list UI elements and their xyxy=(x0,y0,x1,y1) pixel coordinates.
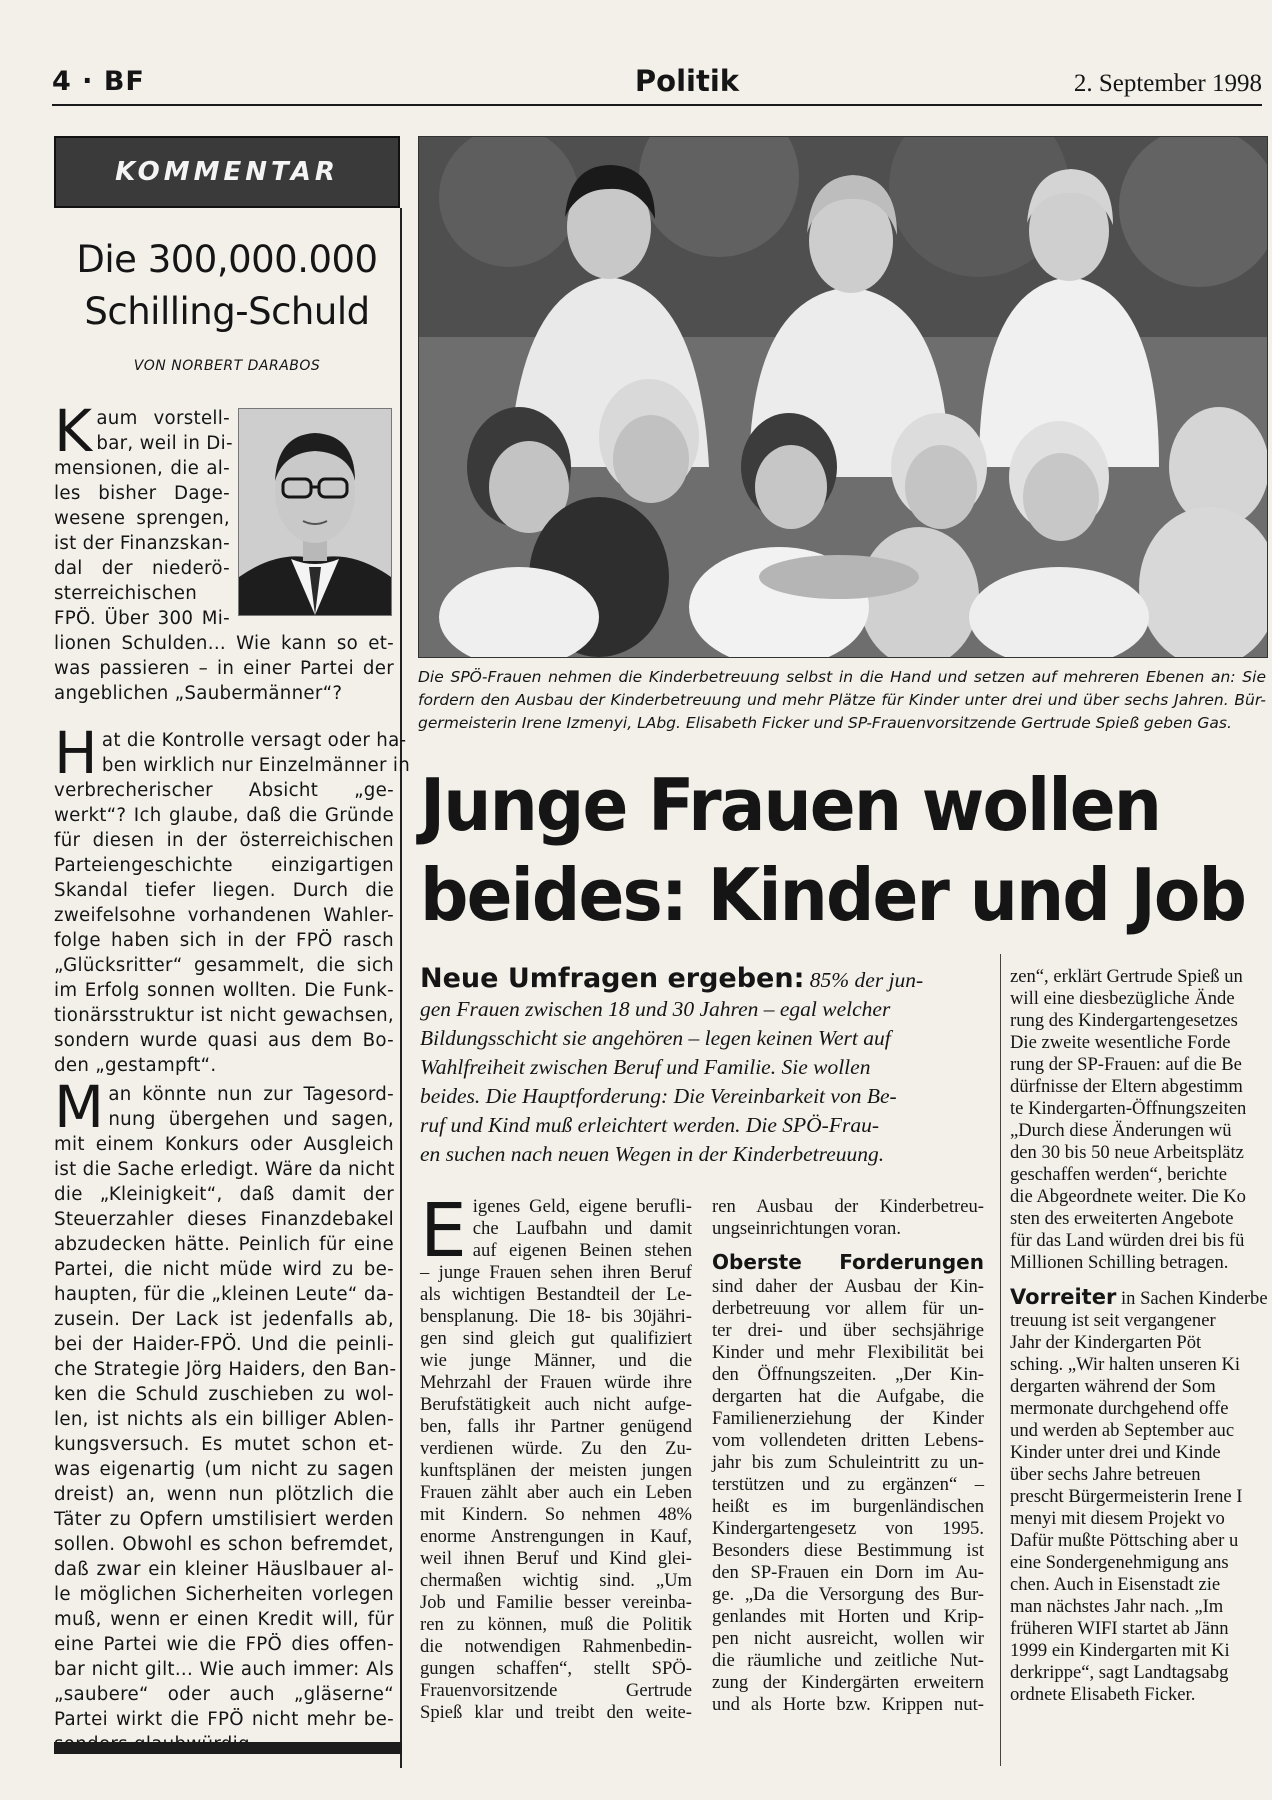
dropcap: K xyxy=(54,397,93,465)
text-line: Berufstätigkeit auch nicht aufge- xyxy=(420,1394,692,1415)
subheading: Oberste Forderungen xyxy=(712,1250,984,1274)
group-photo xyxy=(418,136,1268,658)
text-line: was passieren – in einer Partei der xyxy=(54,658,394,679)
article-column-3 xyxy=(1010,966,1268,1706)
text-line: lionen Schulden... Wie kann so et- xyxy=(54,633,394,654)
text-line: an könnte nun zur Tagesord- xyxy=(108,1084,394,1105)
text-line: sten des erweiterten Angebote xyxy=(1010,1208,1234,1229)
kommentar-byline: VON NORBERT DARABOS xyxy=(133,358,321,374)
text-line: derkrippe“, sagt Landtagsabg xyxy=(1010,1662,1229,1683)
text-line: den SP-Frauen ein Dorn im Au- xyxy=(712,1562,984,1583)
paragraph-kicker: Vorreiter xyxy=(1010,1285,1117,1309)
headline-line: Junge Frauen wollen xyxy=(420,763,1161,847)
text-line: dergarten hat die Aufgabe, die xyxy=(712,1386,984,1407)
text-line: eine Sondergenehmigung ans xyxy=(1010,1552,1229,1573)
text-line: im Erfolg sonnen wollten. Die Funk- xyxy=(54,980,394,1001)
text-line: igenes Geld, eigene berufli- xyxy=(472,1196,692,1217)
text-line: Dafür mußte Pöttsching aber u xyxy=(1010,1530,1239,1551)
article-column-2 xyxy=(712,1196,984,1716)
text-line: menyi mit diesem Projekt vo xyxy=(1010,1508,1225,1529)
text-line: heißt es im burgenländischen xyxy=(712,1496,984,1517)
text-line: Frauen zählt aber auch ein Leben xyxy=(420,1482,692,1503)
text-line: muß, wenn er einen Kredit will, für xyxy=(54,1609,394,1630)
text-line: 1999 ein Kindergarten mit Ki xyxy=(1010,1640,1230,1661)
caption-line: fordern den Ausbau der Kinderbetreuung und mehr Plätze für Kinder unter drei und über sechs Jahren. Bür- xyxy=(418,691,1266,709)
dropcap: H xyxy=(54,719,98,787)
lead-line: ruf und Kind muß erleichtert werden. Die SPÖ-Frau- xyxy=(420,1113,879,1137)
header-rule xyxy=(52,104,1262,106)
text-line: den „gestampft“. xyxy=(54,1055,217,1076)
text-line: vom vollendeten dritten Lebens- xyxy=(712,1430,984,1451)
text-line: sollen. Obwohl es schon befremdet, xyxy=(54,1534,394,1555)
dropcap: E xyxy=(420,1188,467,1274)
text-line: die „Kleinigkeit“, daß damit der xyxy=(54,1184,394,1205)
text-line: derbetreuung vor allem für un- xyxy=(712,1298,984,1319)
text-line: will eine diesbezügliche Ände xyxy=(1010,988,1235,1009)
article-column-1 xyxy=(420,1188,692,1724)
text-line: Millionen Schilling betragen. xyxy=(1010,1252,1229,1273)
text-line: auf eigenen Beinen stehen xyxy=(472,1240,692,1261)
text-line: dreist) an, wenn nun plötzlich die xyxy=(54,1484,394,1505)
column-divider xyxy=(1000,954,1001,1766)
caption-line: germeisterin Irene Izmenyi, LAbg. Elisabeth Ficker und SP-Frauenvorsitzende Gertrude Spieß geben Gas. xyxy=(418,714,1232,732)
text-line: sching. „Wir halten unseren Ki xyxy=(1010,1354,1241,1375)
text-line: kungsversuch. Es mutet schon et- xyxy=(54,1434,394,1455)
text-line: bei der Haider-FPÖ. Und die peinli- xyxy=(54,1334,394,1355)
text-line: Die zweite wesentliche Forde xyxy=(1010,1032,1231,1053)
text-line: ren Ausbau der Kinderbetreu- xyxy=(712,1196,984,1217)
text-line: che Laufbahn und damit xyxy=(472,1218,692,1239)
text-line: mermonate durchgehend offe xyxy=(1010,1398,1229,1419)
text-line: ben wirklich nur Einzelmänner in xyxy=(101,755,411,776)
text-line: dergarten während der Som xyxy=(1010,1376,1216,1397)
section-title: Politik xyxy=(634,64,740,98)
text-line: zusein. Der Lack ist jedenfalls ab, xyxy=(54,1309,394,1330)
text-line: tionärsstruktur ist nicht gewachsen, xyxy=(54,1005,394,1026)
text-line: les bisher Dage- xyxy=(54,483,230,504)
text-line: verbrecherischer Absicht „ge- xyxy=(54,780,394,801)
page-number: 4 · BF xyxy=(52,66,145,97)
text-line: FPÖ. Über 300 Mi- xyxy=(54,608,230,629)
text-line: ben, falls ihr Partner genügend xyxy=(420,1416,692,1437)
text-line: für diesen in der österreichischen xyxy=(54,830,394,851)
text-line: verdienen würde. Zu den Zu- xyxy=(420,1438,692,1459)
text-line: dal der niederö- xyxy=(54,558,230,579)
text-line: Frauenvorsitzende Gertrude xyxy=(420,1680,692,1701)
text-line: den 30 bis 50 neue Arbeitsplätz xyxy=(1010,1142,1244,1163)
text-line: zen“, erklärt Gertrude Spieß un xyxy=(1010,966,1243,987)
text-line: Jahr der Kindergarten Pöt xyxy=(1010,1332,1202,1353)
text-line: kunftsplänen der meisten jungen xyxy=(420,1460,692,1481)
text-line: mensionen, die al- xyxy=(54,458,230,479)
article-lead xyxy=(420,964,980,1169)
text-line: mit Kindern. So nehmen 48% xyxy=(420,1504,692,1525)
text-line: mit einem Konkurs oder Ausgleich xyxy=(54,1134,394,1155)
text-line: len, ist nichts als ein billiger Ablen- xyxy=(54,1409,394,1430)
text-line: man nächstes Jahr nach. „Im xyxy=(1010,1596,1224,1617)
text-line: treuung ist seit vergangener xyxy=(1010,1310,1216,1331)
kommentar-title xyxy=(54,234,400,338)
text-line: chen. Auch in Eisenstadt zie xyxy=(1010,1574,1221,1595)
text-line: haupten, für die „kleinen Leute“ da- xyxy=(54,1284,394,1305)
author-portrait xyxy=(238,408,392,616)
text-line: „Glücksritter“ gesammelt, die sich xyxy=(54,955,394,976)
text-line: prescht Bürgermeisterin Irene I xyxy=(1010,1486,1243,1507)
lead-line: Bildungsschicht sie angehören – legen keinen Wert auf xyxy=(420,1026,891,1050)
text-line: angeblichen „Saubermänner“? xyxy=(54,683,343,704)
text-line: rung des Kindergartengesetzes xyxy=(1010,1010,1238,1031)
text-line: bar nicht gilt... Wie auch immer: Als xyxy=(54,1659,394,1680)
text-line: ist die Sache erledigt. Wäre da nicht xyxy=(54,1159,395,1180)
text-line: bensplanung. Die 18- bis 30jähri- xyxy=(420,1306,692,1327)
text-line: werkt“? Ich glaube, daß die Gründe xyxy=(54,805,394,826)
text-line: weil ihnen Beruf und Kind glei- xyxy=(420,1548,692,1569)
text-line: Skandal tiefer liegen. Durch die xyxy=(54,880,394,901)
lead-line: Wahlfreiheit zwischen Beruf und Familie. Sie wollen xyxy=(420,1055,871,1079)
issue-date: 2. September 1998 xyxy=(1073,70,1262,97)
headline-line: beides: Kinder und Job xyxy=(420,853,1246,937)
text-line: chermaßen wichtig sind. „Um xyxy=(420,1570,692,1591)
lead-kicker: Neue Umfragen ergeben: xyxy=(420,963,805,994)
text-line: Steuerzahler dieses Finanzdebakel xyxy=(54,1209,394,1230)
text-line: rung der SP-Frauen: auf die Be xyxy=(1010,1054,1242,1075)
page-header xyxy=(52,60,1262,106)
lead-line: en suchen nach neuen Wegen in der Kinderbetreuung. xyxy=(420,1142,885,1166)
text-fragment: in Sachen Kinderbe xyxy=(1116,1288,1268,1309)
text-line: genlandes mit Horten und Krip- xyxy=(712,1606,984,1627)
text-line: ordnete Elisabeth Ficker. xyxy=(1010,1684,1196,1705)
text-line: über sechs Jahre betreuen xyxy=(1010,1464,1201,1485)
kommentar-paragraph-2 xyxy=(54,719,411,1078)
text-line: „Durch diese Änderungen wü xyxy=(1010,1120,1232,1141)
photo-image xyxy=(419,137,1267,657)
text-line: Kindergartengesetz von 1995. xyxy=(712,1518,984,1539)
column-end-bar xyxy=(54,1742,402,1754)
text-line: Job und Familie besser vereinba- xyxy=(420,1592,692,1613)
text-line: „saubere“ oder auch „gläserne“ xyxy=(54,1684,394,1705)
text-line: Familienerziehung der Kinder xyxy=(712,1408,984,1429)
text-line: te Kindergarten-Öffnungszeiten xyxy=(1010,1098,1247,1119)
text-line: le möglichen Sicherheiten vorlegen xyxy=(54,1584,394,1605)
text-line: dürfnisse der Eltern abgestimm xyxy=(1010,1076,1243,1097)
text-line: geschaffen werden“, berichte xyxy=(1010,1164,1227,1185)
text-line: wie junge Männer, und die xyxy=(420,1350,692,1371)
text-line: che Strategie Jörg Haiders, den Ban- xyxy=(54,1359,397,1380)
text-line: Täter zu Opfern umstilisiert werden xyxy=(54,1509,394,1530)
lead-line: beides. Die Hauptforderung: Die Vereinbarkeit von Be- xyxy=(420,1084,897,1108)
photo-caption xyxy=(418,666,1266,735)
text-line: gungen schaffen“, stellt SPÖ- xyxy=(420,1658,692,1679)
text-line: ren zu können, muß die Politik xyxy=(420,1614,692,1635)
text-line: ge. „Da die Versorgung des Bur- xyxy=(712,1584,984,1605)
text-line: Partei wirkt die FPÖ nicht mehr be- xyxy=(54,1709,394,1730)
text-line: gen sind gleich gut qualifiziert xyxy=(420,1328,692,1349)
column-divider xyxy=(400,208,402,1768)
text-line: pen nicht ausreicht, wollen wir xyxy=(712,1628,984,1649)
kommentar-title-line: Schilling-Schuld xyxy=(84,290,370,333)
text-line: zung der Kindergärten erweitern xyxy=(712,1672,984,1693)
text-line: ter drei- und über sechsjährige xyxy=(712,1320,984,1341)
text-line: Kinder und mehr Flexibilität bei xyxy=(712,1342,984,1363)
kommentar-paragraph-1a xyxy=(54,397,233,631)
text-line: Besonders diese Bestimmung ist xyxy=(712,1540,984,1561)
text-line: abzudecken hätte. Peinlich für eine xyxy=(54,1234,394,1255)
text-line: die räumliche und zeitliche Nut- xyxy=(712,1650,984,1671)
text-line: Parteiengeschichte einzigartigen xyxy=(54,855,394,876)
caption-line: Die SPÖ-Frauen nehmen die Kinderbetreuung selbst in die Hand und setzen auf mehreren Ebenen an: Sie xyxy=(418,668,1266,686)
kommentar-paragraph-1b xyxy=(54,631,394,706)
lead-line-first xyxy=(420,964,980,995)
text-line: zweifelsohne vorhandenen Wahler- xyxy=(54,905,394,926)
text-line: und werden ab September auc xyxy=(1010,1420,1235,1441)
text-line: für das Land würden drei bis fü xyxy=(1010,1230,1245,1251)
text-line: als wichtigen Bestandteil der Le- xyxy=(420,1284,692,1305)
lead-line: gen Frauen zwischen 18 und 30 Jahren – egal welcher xyxy=(420,997,891,1021)
text-line: Kinder unter drei und Kinde xyxy=(1010,1442,1221,1463)
text-line: sterreichischen xyxy=(54,583,198,604)
text-line: Mehrzahl der Frauen würde ihre xyxy=(420,1372,692,1393)
text-line: ken die Schuld zuschieben zu wol- xyxy=(54,1384,394,1405)
text-line: früheren WIFI startet ab Jänn xyxy=(1010,1618,1229,1639)
kommentar-title-line: Die 300,000.000 xyxy=(76,238,378,281)
text-line: jahr bis zum Schuleintritt zu un- xyxy=(712,1452,984,1473)
text-line: ist der Finanzskan- xyxy=(54,533,230,554)
text-line: die notwendigen Rahmenbedin- xyxy=(420,1636,692,1657)
kommentar-label: KOMMENTAR xyxy=(115,157,339,187)
text-line: Spieß klar und treibt den weite- xyxy=(420,1702,692,1723)
text-line: folge haben sich in der FPÖ rasch xyxy=(54,930,394,951)
article-headline xyxy=(420,760,1246,940)
text-line: die Abgeordnete weiter. Die Ko xyxy=(1010,1186,1246,1207)
kommentar-label-box xyxy=(54,136,400,208)
text-line: terstützen und zu ergänzen“ – xyxy=(712,1474,984,1495)
text-line: nung übergehen und sagen, xyxy=(108,1109,394,1130)
dropcap: M xyxy=(54,1073,105,1141)
text-line: eine Partei wie die FPÖ dies offen- xyxy=(54,1634,394,1655)
text-line: bar, weil in Di- xyxy=(96,433,233,454)
text-line: – junge Frauen sehen ihren Beruf xyxy=(420,1262,692,1283)
portrait-image xyxy=(239,409,391,615)
text-line: aum vorstell- xyxy=(96,408,230,429)
text-line: und als Horte bzw. Krippen nut- xyxy=(712,1694,984,1715)
text-line: enorme Anstrengungen in Kauf, xyxy=(420,1526,692,1547)
text-line: sondern wurde quasi aus dem Bo- xyxy=(54,1030,394,1051)
text-line: at die Kontrolle versagt oder ha- xyxy=(101,730,407,751)
text-line: Partei, die nicht müde wird zu be- xyxy=(54,1259,394,1280)
kommentar-paragraph-3 xyxy=(54,1073,397,1757)
lead-text: 85% der jun- xyxy=(804,968,924,992)
text-line-with-kicker xyxy=(1010,1286,1268,1310)
text-line: den Öffnungszeiten. „Der Kin- xyxy=(712,1364,984,1385)
text-line: was eigenartig (um nicht zu sagen xyxy=(54,1459,394,1480)
text-line: sind daher der Ausbau der Kin- xyxy=(712,1276,984,1297)
text-line: wesene sprengen, xyxy=(54,508,230,529)
text-line: ungseinrichtungen voran. xyxy=(712,1218,901,1239)
text-line: daß zwar ein kleiner Häuslbauer al- xyxy=(54,1559,394,1580)
